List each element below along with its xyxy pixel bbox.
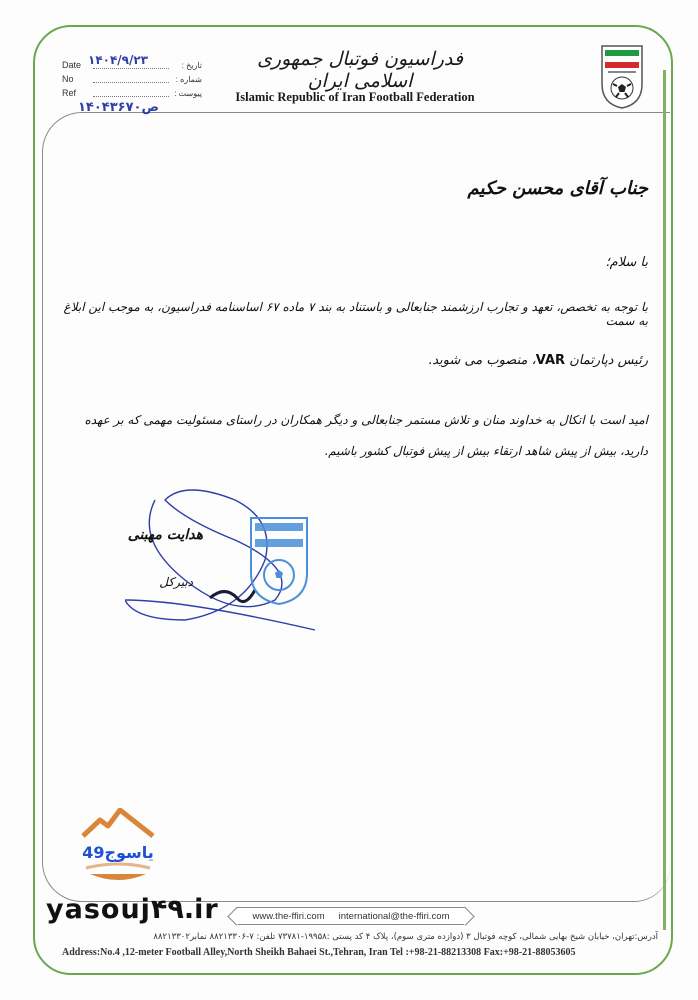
body-paragraph-2: امید است با اتکال به خداوند منان و تلاش مستمر جنابعالی و دیگر همکاران در راستای مسئولیت مهمی که بر عهده دارید، بیش از پیش شاهد ارتقاء بیش از پیش فوتبال کشور باشیم. (84, 413, 648, 459)
meta-ref-label: Ref (62, 88, 77, 98)
greeting: با سلام؛ (605, 255, 648, 270)
appointment-keyword: VAR (535, 353, 566, 368)
footer-website[interactable]: www.the-ffiri.com (252, 910, 325, 922)
federation-title-fa: فدراسیون فوتبال جمهوری اسلامی ایران (257, 48, 463, 92)
footer-email[interactable]: international@the-ffiri.com (338, 910, 450, 922)
federation-stamp-icon (248, 515, 310, 607)
frame-accent-bar (663, 70, 666, 930)
meta-date-label-fa: تاریخ : (181, 60, 202, 70)
watermark-mountain-logo-icon (78, 808, 158, 888)
meta-date-value: ۱۴۰۴/۹/۲۳ (88, 53, 149, 67)
reference-number: ۱۴۰۴ص۳۶۷۰ (78, 100, 159, 115)
signatory-title: دبیرکل (159, 575, 193, 589)
recipient-salutation: جناب آقای محسن حکیم (467, 178, 648, 199)
meta-ref-row (62, 86, 202, 100)
meta-number-label: No (62, 74, 74, 84)
appointment-suffix: ، منصوب می شوید. (428, 353, 536, 368)
federation-title-en: Islamic Republic of Iran Football Federation (235, 90, 475, 104)
meta-date-row (62, 53, 202, 72)
meta-number-label-fa: شماره : (175, 74, 202, 84)
footer-address-en: Address:No.4 ,12-meter Football Alley,North Sheikh Bahaei St.,Tehran, Iran Tel :+98-21-88213308 Fax:+98-21-88053605 (62, 947, 576, 958)
meta-date-label: Date (62, 60, 82, 70)
meta-ref-label-fa: پیوست : (174, 88, 202, 98)
watermark-site: yasouj۴۹.ir (46, 894, 219, 925)
footer-contact-bar (236, 907, 466, 925)
watermark-logo-text: یاسوج49 (82, 843, 154, 862)
footer-address-fa: آدرس:تهران، خیابان شیخ بهایی شمالی، کوچه فوتبال ۳ (دوازده متری سوم)، پلاک ۴ کد پستی :۱۹۹۵۸-۷۳۷۸۱ تلفن: ۷-۸۸۲۱۳۳۰۶ نمابر۸۸۲۱۳۳۰۲ (153, 932, 658, 942)
appointment-line (428, 353, 648, 368)
appointment-role: رئیس دپارتمان (569, 353, 648, 368)
signatory-name: هدایت مهبنی (127, 527, 203, 543)
letter-meta (62, 53, 202, 100)
federation-logo-icon (600, 44, 644, 110)
body-paragraph-1: با توجه به تخصص، تعهد و تجارب ارزشمند جنابعالی و باستناد به بند ۷ ماده ۶۷ اساسنامه فدراسیون، به موجب این ابلاغ به سمت (63, 300, 648, 328)
meta-number-row (62, 72, 202, 86)
